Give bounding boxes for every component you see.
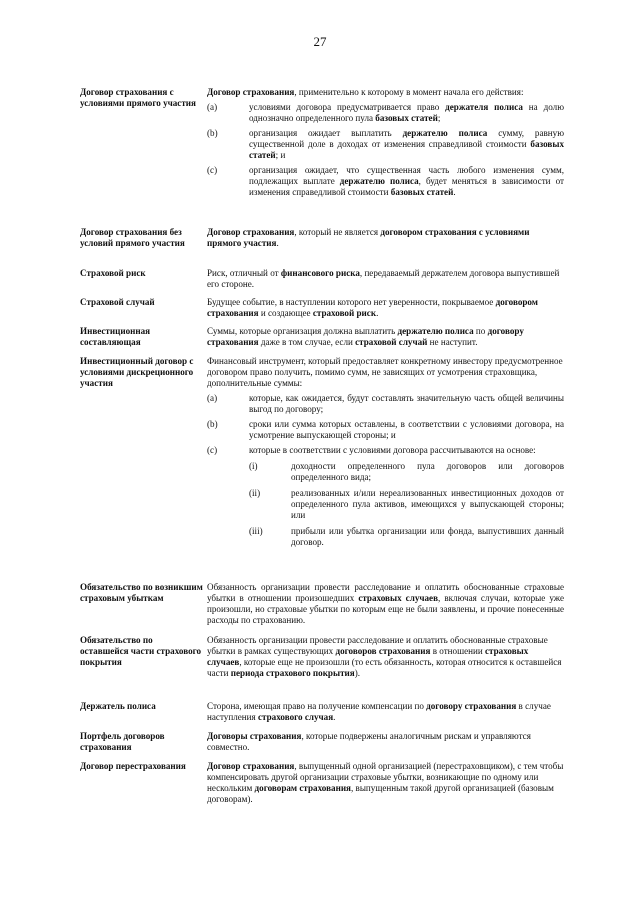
text-run: в случае наступления [207, 701, 551, 722]
text-run: , включая случаи, которые уже произошли, но страховые убытки по которым еще не были заявлены, и прочие понесенные расходы по страхованию. [207, 593, 564, 625]
text-run: сумму, равную существенной доле в доходах от изменения справедливой стоимости [249, 128, 564, 149]
defined-term: договорам страхования [254, 783, 351, 793]
defined-term: договором страхования с условиями прямого участия [207, 227, 530, 248]
text-run: Финансовый инструмент, который предоставляет конкретному инвестору предусмотренное договором право получить, помимо сумм, не зависящих от усмотрения страховщика, дополнительные суммы: [207, 356, 563, 388]
list-marker: (b) [207, 128, 218, 138]
text-run: . [276, 238, 279, 248]
text-run: ; [437, 113, 441, 123]
definition-text [207, 582, 564, 626]
text-run: , которые еще не произошли (то есть обязанность, которая относится к оставшейся части [207, 657, 562, 678]
text-run: Сторона, имеющая право на получение компенсации по [207, 701, 427, 711]
glossary-entry [80, 227, 564, 249]
text-run: . [376, 308, 379, 318]
text-run: сроки или сумма которых оставлены, в соответствии с условиями договора, на усмотрение выпускающей стороны; и [249, 419, 564, 440]
defined-term: страховой случай [355, 337, 428, 347]
text-run: в отношении [430, 646, 486, 656]
list-item [207, 393, 564, 415]
definition-text [207, 297, 564, 319]
sub-list-item-text: реализованных и/или нереализованных инвестиционных доходов от определенного пула активов, имеющихся у выпускающей стороны; или [291, 488, 564, 520]
defined-term: держателю полиса [402, 128, 488, 138]
text-run: и создающее [258, 308, 313, 318]
defined-term: периода страхового покрытия [230, 668, 355, 678]
page-number: 27 [313, 34, 327, 49]
definition-text [207, 227, 564, 249]
list-item [207, 165, 564, 198]
term: Договор страхования с условиями прямого участия [80, 87, 196, 108]
defined-term: страховой риск [312, 308, 377, 318]
term: Инвестиционный договор с условиями дискреционного участия [80, 356, 194, 388]
text-run: по [473, 326, 488, 336]
defined-term: держателю полиса [397, 326, 474, 336]
list-item [207, 419, 564, 441]
glossary-entry [80, 297, 564, 319]
defined-term: договору страхования [426, 701, 517, 711]
definition-text [207, 268, 564, 290]
definition [207, 268, 564, 290]
definition [207, 326, 564, 348]
text-run: Будущее событие, в наступлении которого нет уверенности, покрываемое [207, 297, 496, 307]
term: Портфель договоров страхования [80, 731, 165, 752]
text-run: Суммы, которые организация должна выплатить [207, 326, 398, 336]
text-run: Обязанность организации провести расследование и оплатить обоснованные страховые убытки в рамках существующих [207, 635, 548, 656]
sub-list-item [207, 488, 564, 521]
glossary-entry [80, 356, 564, 548]
defined-term: Договоры страхования [207, 731, 302, 741]
text-run: организация ожидает, что существенная часть любого изменения сумм, подлежащих выплате [249, 165, 564, 186]
term: Держатель полиса [80, 701, 156, 711]
glossary-entry [80, 701, 564, 723]
sub-list-item [207, 461, 564, 483]
term: Обязательство по оставшейся части страхового покрытия [80, 635, 202, 667]
definition-text [207, 326, 564, 348]
list-item-text [249, 128, 564, 161]
defined-term: Договор страхования [207, 227, 295, 237]
defined-term: базовых статей [249, 139, 564, 160]
definition [207, 635, 564, 679]
defined-term: Договор страхования [207, 761, 295, 771]
text-run: на долю однозначно определенного пула [249, 102, 564, 123]
sub-list-item [207, 526, 564, 548]
list-marker: (a) [207, 393, 218, 403]
defined-term: страховых случаев [358, 593, 438, 603]
list-item-text [249, 393, 564, 415]
defined-term: финансового риска [280, 268, 360, 278]
defined-term: держателю полиса [339, 176, 419, 186]
list-marker: (b) [207, 419, 218, 429]
glossary-entry [80, 731, 564, 753]
text-run: , применительно к которому в момент начала его действия: [294, 87, 524, 97]
list-item-text [249, 165, 564, 198]
definition [207, 731, 564, 753]
text-run: даже в том случае, если [258, 337, 356, 347]
list-marker: (c) [207, 165, 218, 175]
list-item [207, 102, 564, 124]
defined-term: базовых статей [390, 187, 454, 197]
text-run: , выпущенный одной организацией (перестраховщиком), с тем чтобы компенсировать другой организации страховые убытки, возникающие по одному или нескольким [207, 761, 564, 793]
definition-text [207, 356, 564, 389]
list-marker: (a) [207, 102, 218, 112]
text-run: ; и [275, 150, 286, 160]
text-run: . [333, 712, 336, 722]
list-item-text [249, 102, 564, 124]
defined-term: держателя полиса [445, 102, 523, 112]
list-item [207, 445, 564, 456]
list-item [207, 128, 564, 161]
text-run: , выпущенным такой другой организацией (базовым договорам). [207, 783, 554, 804]
definition-text [207, 635, 564, 679]
text-run: , которые подвержены аналогичным рискам и управляются совместно. [207, 731, 531, 752]
glossary-entry [80, 268, 564, 290]
defined-term: договору страхования [207, 326, 524, 347]
term: Обязательство по возникшим страховым убыткам [80, 582, 203, 603]
defined-term: базовых статей [375, 113, 438, 123]
term: Страховой риск [80, 268, 146, 278]
glossary-entry [80, 326, 564, 348]
glossary-entry [80, 761, 564, 805]
term: Инвестиционная составляющая [80, 326, 151, 347]
definition [207, 297, 564, 319]
sub-list-item-text: доходности определенного пула договоров или договоров определенного вида; [291, 461, 564, 482]
defined-term: Договор страхования [207, 87, 295, 97]
definition [207, 761, 564, 805]
definition [207, 701, 564, 723]
text-run: Обязанность организации провести расследование и оплатить обоснованные страховые убытки в отношении произошедших [207, 582, 564, 603]
definition-text [207, 731, 564, 753]
defined-term: договором страхования [207, 297, 539, 318]
definition-text [207, 701, 564, 723]
definition [207, 227, 564, 249]
text-run: которые в соответствии с условиями договора рассчитываются на основе: [249, 445, 536, 455]
definition-text [207, 761, 564, 805]
text-run: организация ожидает выплатить [249, 128, 403, 138]
text-run: . [453, 187, 456, 197]
list-item-text [249, 445, 564, 456]
text-run: Риск, отличный от [207, 268, 281, 278]
text-run: условиями договора предусматривается право [249, 102, 446, 112]
text-run: , будет меняться в зависимости от изменения справедливой стоимости [249, 176, 564, 197]
sub-list-marker: (iii) [249, 526, 263, 536]
list-marker: (c) [207, 445, 218, 455]
term: Договор страхования без условий прямого участия [80, 227, 185, 248]
sub-list-item-text: прибыли или убытка организации или фонда, выпустивших данный договор. [291, 526, 564, 547]
text-run: которые, как ожидается, будут составлять значительную часть общей величины выгод по договору; [249, 393, 564, 414]
definition [207, 356, 564, 548]
term: Страховой случай [80, 297, 155, 307]
definition [207, 582, 564, 626]
text-run: ). [354, 668, 361, 678]
list-item-text [249, 419, 564, 441]
defined-term: договоров страхования [335, 646, 431, 656]
sub-list-marker: (ii) [249, 488, 261, 498]
glossary-entry [80, 635, 564, 679]
definition [207, 87, 564, 198]
defined-term: страхового случая [257, 712, 334, 722]
text-run: , передаваемый держателем договора выпустившей его стороне. [207, 268, 560, 289]
definition-text [207, 87, 564, 98]
sub-list-marker: (i) [249, 461, 258, 471]
term: Договор перестрахования [80, 761, 186, 771]
text-run: не наступит. [427, 337, 478, 347]
defined-term: страховых случаев [207, 646, 529, 667]
glossary-entry [80, 87, 564, 198]
text-run: , который не является [294, 227, 381, 237]
glossary-entry [80, 582, 564, 626]
